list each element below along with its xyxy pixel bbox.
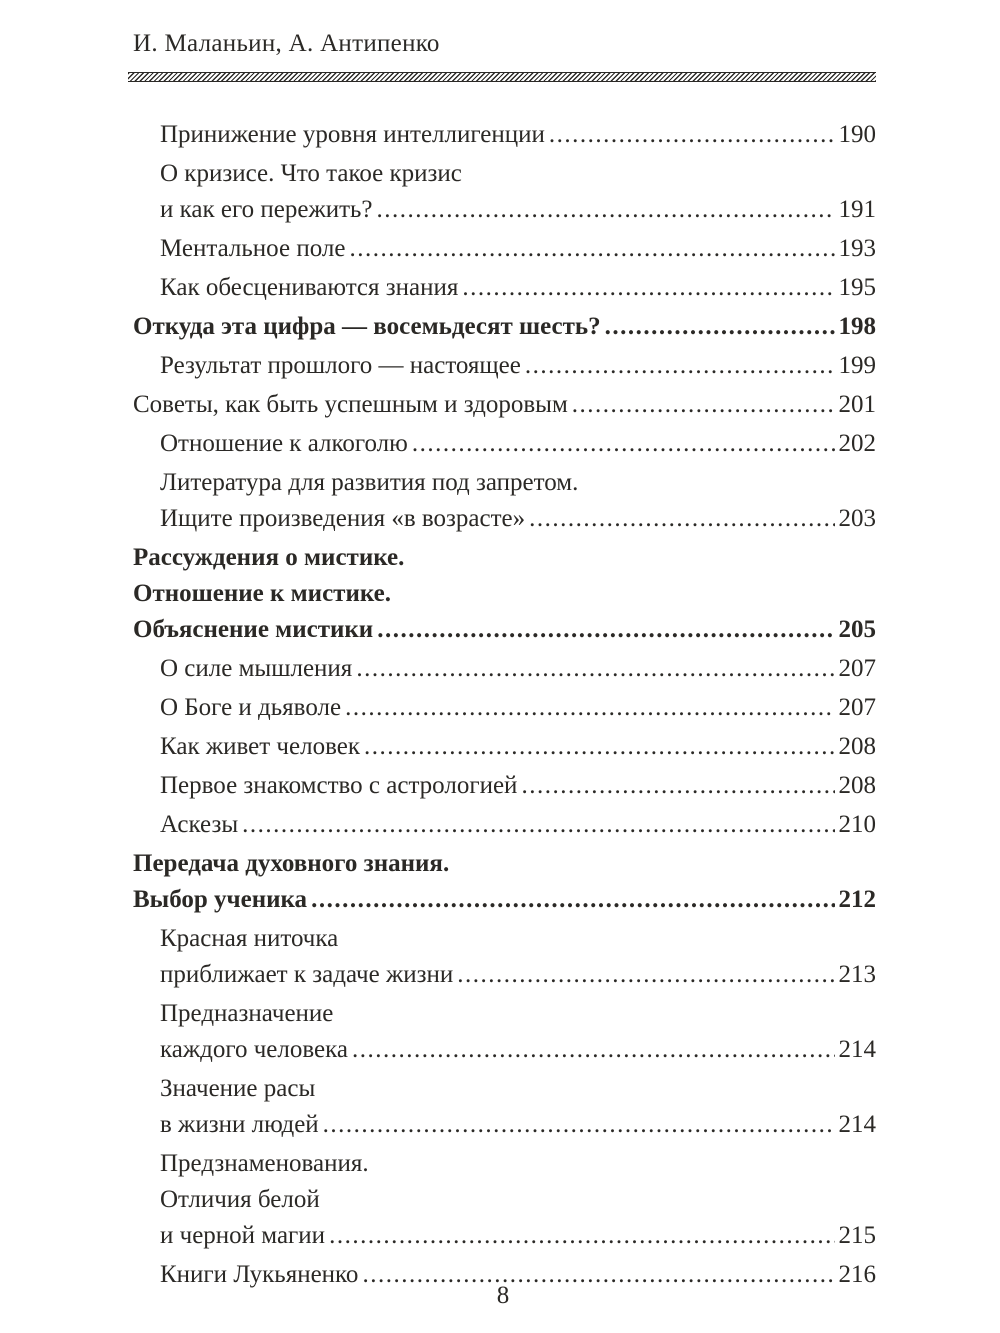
toc-page-number: 215	[838, 1222, 876, 1249]
toc-entry-last-line	[160, 768, 876, 804]
toc-entry-last-line	[160, 651, 876, 687]
toc-entry-title-line: Принижение уровня интеллигенции	[160, 121, 545, 148]
dot-leader	[377, 612, 834, 648]
toc-entry-title-line: О Боге и дьяволе	[160, 694, 342, 721]
dot-leader	[356, 651, 834, 687]
toc-entry-last-line	[160, 690, 876, 726]
toc-page-number: 212	[838, 886, 876, 913]
page-number: 8	[496, 1282, 510, 1309]
toc-entry-title-line: Значение расы	[160, 1075, 316, 1102]
toc-page-number: 202	[838, 430, 876, 457]
dot-leader	[525, 348, 835, 384]
toc-entry[interactable]	[133, 465, 876, 537]
toc-entry-last-line	[160, 1218, 876, 1254]
dot-leader	[462, 270, 834, 306]
toc-page-number: 195	[838, 274, 876, 301]
toc-entry-last-line	[160, 1032, 876, 1068]
toc-entry-last-line	[160, 1107, 876, 1143]
toc-entry[interactable]	[133, 426, 876, 462]
dot-leader	[352, 1032, 834, 1068]
toc-entry-last-line	[160, 729, 876, 765]
toc-entry-last-line	[160, 957, 876, 993]
toc-entry-last-line	[133, 882, 876, 918]
running-head: И. Маланьин, А. Антипенко	[133, 30, 440, 57]
toc-entry[interactable]	[133, 921, 876, 993]
dot-leader	[349, 231, 834, 267]
toc-page-number: 210	[838, 811, 876, 838]
dot-leader	[521, 768, 834, 804]
toc-entry-last-line	[133, 612, 876, 648]
toc-entry-title-line: Результат прошлого — настоящее	[160, 352, 521, 379]
toc-page-number: 203	[838, 505, 876, 532]
toc-entry-last-line	[160, 192, 876, 228]
header-rule	[128, 72, 876, 82]
toc-page-number: 201	[838, 391, 876, 418]
toc-entry-last-line	[160, 807, 876, 843]
toc-entry-title-line: Как обесцениваются знания	[160, 274, 459, 301]
dot-leader	[412, 426, 835, 462]
toc-entry-title-line: Литература для развития под запретом.	[160, 469, 579, 496]
dot-leader	[329, 1218, 834, 1254]
toc-entry[interactable]	[133, 540, 876, 648]
dot-leader	[311, 882, 834, 918]
toc-entry-title-line: О кризисе. Что такое кризис	[160, 160, 462, 187]
toc-page-number: 205	[838, 616, 876, 643]
toc-page-number: 207	[838, 694, 876, 721]
toc-entry-title-line: Выбор ученика	[133, 886, 308, 913]
toc-entry-last-line	[160, 117, 876, 153]
toc-entry-title-line: в жизни людей	[160, 1111, 319, 1138]
toc-entry[interactable]	[133, 1071, 876, 1143]
toc-entry[interactable]	[133, 309, 876, 345]
toc-page-number: 199	[838, 352, 876, 379]
toc-entry[interactable]	[133, 846, 876, 918]
toc-entry[interactable]	[133, 156, 876, 228]
toc-entry[interactable]	[133, 231, 876, 267]
dot-leader	[549, 117, 835, 153]
toc-entry-title-line: Советы, как быть успешным и здоровым	[133, 391, 568, 418]
toc-entry[interactable]	[133, 690, 876, 726]
toc-entry[interactable]	[133, 270, 876, 306]
toc-entry[interactable]	[133, 768, 876, 804]
toc-entry[interactable]	[133, 117, 876, 153]
toc-page-number: 214	[838, 1111, 876, 1138]
toc-entry-title-line: О силе мышления	[160, 655, 353, 682]
toc-entry-last-line	[160, 426, 876, 462]
toc-entry-title-line: Отношение к алкоголю	[160, 430, 408, 457]
toc-entry-title-line: Красная ниточка	[160, 925, 339, 952]
toc-page-number: 213	[838, 961, 876, 988]
toc-entry[interactable]	[133, 807, 876, 843]
toc-page-number: 216	[838, 1261, 876, 1288]
toc-page-number: 198	[838, 313, 876, 340]
toc-entry[interactable]	[133, 387, 876, 423]
toc-entry-last-line	[160, 348, 876, 384]
toc-entry[interactable]	[133, 348, 876, 384]
toc-entry-title-line: Аскезы	[160, 811, 239, 838]
toc-entry-title-line: каждого человека	[160, 1036, 349, 1063]
toc-page-number: 208	[838, 733, 876, 760]
toc-entry[interactable]	[133, 651, 876, 687]
toc-entry-title-line: и как его пережить?	[160, 196, 373, 223]
toc-entry-title-line: и черной магии	[160, 1222, 326, 1249]
toc-entry-title-line: Предзнаменования.	[160, 1150, 369, 1177]
toc-entry-title-line: приближает к задаче жизни	[160, 961, 454, 988]
toc-entry-last-line	[133, 387, 876, 423]
toc-page-number: 190	[838, 121, 876, 148]
dot-leader	[323, 1107, 835, 1143]
toc-entry-title-line: Как живет человек	[160, 733, 360, 760]
toc-entry[interactable]	[133, 996, 876, 1068]
toc-entry-title-line: Отличия белой	[160, 1186, 320, 1213]
toc-entry-title-line: Отношение к мистике.	[133, 580, 391, 607]
dot-leader	[242, 807, 834, 843]
dot-leader	[377, 192, 835, 228]
table-of-contents	[133, 117, 876, 1296]
dot-leader	[605, 309, 835, 345]
toc-page-number: 207	[838, 655, 876, 682]
toc-entry-title-line: Объяснение мистики	[133, 616, 374, 643]
toc-entry-last-line	[160, 231, 876, 267]
toc-entry-title-line: Передача духовного знания.	[133, 850, 450, 877]
toc-entry-last-line	[133, 309, 876, 345]
toc-page-number: 191	[838, 196, 876, 223]
toc-entry[interactable]	[133, 1146, 876, 1254]
toc-page-number: 193	[838, 235, 876, 262]
toc-page-number: 214	[838, 1036, 876, 1063]
toc-entry-title-line: Книги Лукьяненко	[160, 1261, 359, 1288]
dot-leader	[457, 957, 834, 993]
toc-entry-title-line: Первое знакомство с астрологией	[160, 772, 518, 799]
dot-leader	[345, 690, 834, 726]
toc-entry-last-line	[160, 501, 876, 537]
dot-leader	[529, 501, 834, 537]
dot-leader	[364, 729, 835, 765]
toc-entry-title-line: Предназначение	[160, 1000, 334, 1027]
toc-entry-title-line: Рассуждения о мистике.	[133, 544, 405, 571]
toc-entry-title-line: Ищите произведения «в возрасте»	[160, 505, 526, 532]
toc-entry-title-line: Откуда эта цифра — восемьдесят шесть?	[133, 313, 601, 340]
dot-leader	[572, 387, 835, 423]
toc-page-number: 208	[838, 772, 876, 799]
toc-entry-title-line: Ментальное поле	[160, 235, 346, 262]
toc-entry[interactable]	[133, 729, 876, 765]
toc-entry-last-line	[160, 270, 876, 306]
